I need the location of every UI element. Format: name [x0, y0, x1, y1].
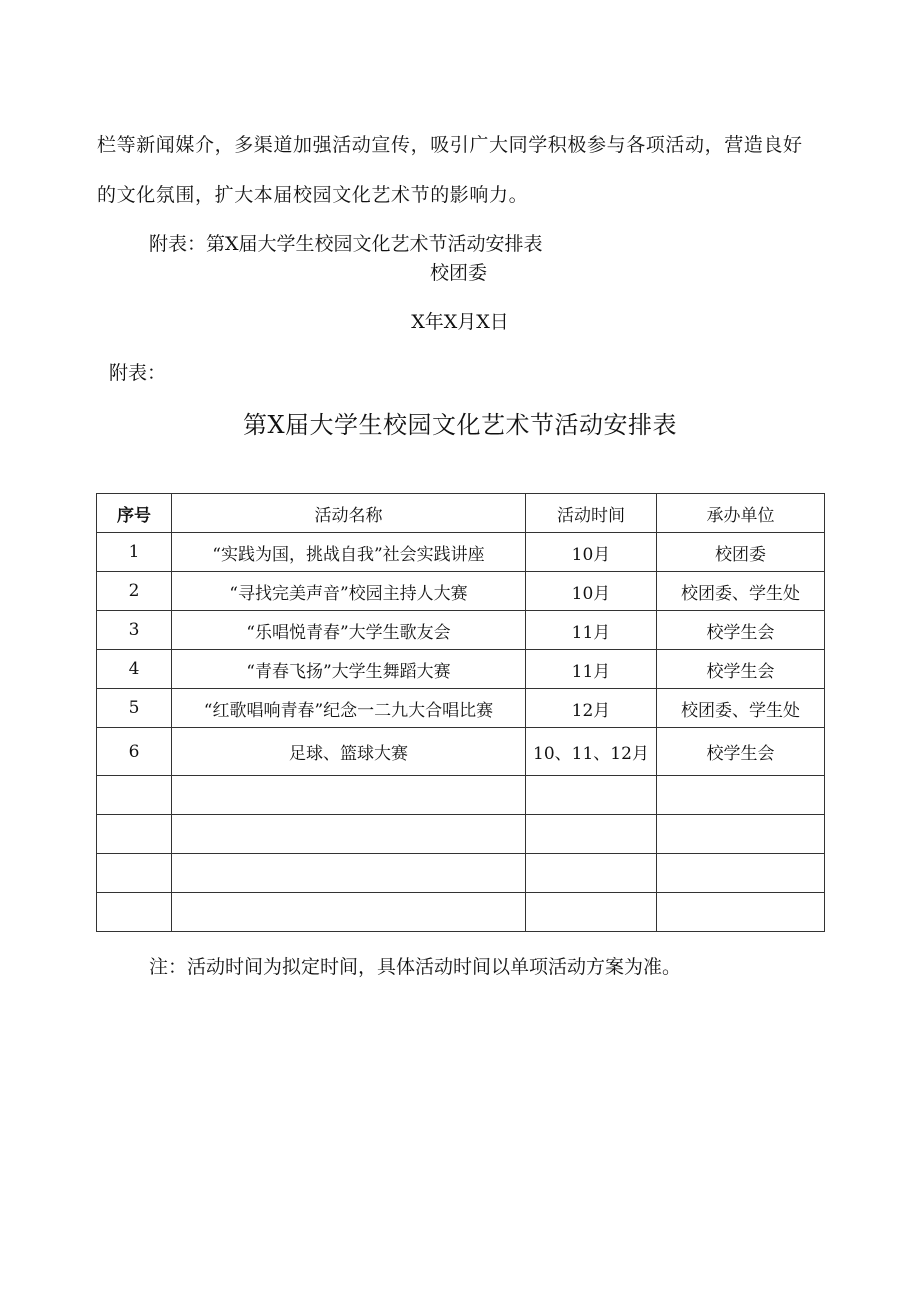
table-title: 第X届大学生校园文化艺术节活动安排表 — [242, 411, 678, 439]
cell-index: 6 — [97, 728, 172, 776]
cell-activity-name: 足球、篮球大赛 — [172, 728, 526, 776]
table-row — [97, 611, 825, 650]
table-row — [97, 650, 825, 689]
cell-index: 4 — [97, 650, 172, 689]
cell-index: 5 — [97, 689, 172, 728]
table-row-empty — [97, 815, 825, 854]
cell-activity-name: “红歌唱响青春”纪念一二九大合唱比赛 — [172, 689, 526, 728]
cell-activity-time: 10月 — [526, 572, 657, 611]
cell-activity-name — [172, 854, 526, 893]
cell-organizer — [657, 893, 825, 932]
cell-activity-time: 12月 — [526, 689, 657, 728]
table-row — [97, 533, 825, 572]
appendix-label: 附表： — [109, 362, 167, 384]
table-row — [97, 572, 825, 611]
cell-activity-name — [172, 893, 526, 932]
body-paragraph-line: 栏等新闻媒介，多渠道加强活动宣传，吸引广大同学积极参与各项活动，营造良好 — [97, 134, 803, 156]
cell-activity-time: 11月 — [526, 650, 657, 689]
activity-schedule-table — [96, 493, 825, 932]
table-row-empty — [97, 854, 825, 893]
cell-index — [97, 776, 172, 815]
cell-activity-time — [526, 893, 657, 932]
cell-activity-time: 10、11、12月 — [526, 728, 657, 776]
cell-index: 2 — [97, 572, 172, 611]
cell-activity-name: “青春飞扬”大学生舞蹈大赛 — [172, 650, 526, 689]
signature-date: X年X月X日 — [411, 311, 509, 333]
table-row-empty — [97, 776, 825, 815]
cell-organizer: 校团委 — [657, 533, 825, 572]
table-row — [97, 689, 825, 728]
cell-activity-name: “实践为国，挑战自我”社会实践讲座 — [172, 533, 526, 572]
cell-organizer: 校团委、学生处 — [657, 572, 825, 611]
cell-organizer: 校团委、学生处 — [657, 689, 825, 728]
cell-organizer — [657, 776, 825, 815]
cell-organizer — [657, 815, 825, 854]
body-paragraph-line: 的文化氛围，扩大本届校园文化艺术节的影响力。 — [97, 184, 529, 206]
cell-activity-time: 10月 — [526, 533, 657, 572]
table-row — [97, 728, 825, 776]
signature-organization: 校团委 — [430, 262, 488, 284]
table-row-empty — [97, 893, 825, 932]
table-footnote: 注：活动时间为拟定时间，具体活动时间以单项活动方案为准。 — [149, 956, 682, 978]
cell-index — [97, 815, 172, 854]
header-organizer: 承办单位 — [657, 494, 825, 533]
cell-activity-name — [172, 815, 526, 854]
cell-activity-name: “寻找完美声音”校园主持人大赛 — [172, 572, 526, 611]
cell-index — [97, 893, 172, 932]
cell-activity-time: 11月 — [526, 611, 657, 650]
cell-activity-time — [526, 854, 657, 893]
cell-activity-name: “乐唱悦青春”大学生歌友会 — [172, 611, 526, 650]
cell-activity-time — [526, 776, 657, 815]
table-header-row — [97, 494, 825, 533]
cell-organizer: 校学生会 — [657, 650, 825, 689]
cell-index: 1 — [97, 533, 172, 572]
cell-organizer: 校学生会 — [657, 611, 825, 650]
header-activity-name: 活动名称 — [172, 494, 526, 533]
cell-index — [97, 854, 172, 893]
cell-activity-time — [526, 815, 657, 854]
appendix-reference: 附表：第X届大学生校园文化艺术节活动安排表 — [149, 233, 543, 255]
header-activity-time: 活动时间 — [526, 494, 657, 533]
cell-index: 3 — [97, 611, 172, 650]
header-index: 序号 — [97, 494, 172, 533]
cell-organizer — [657, 854, 825, 893]
cell-organizer: 校学生会 — [657, 728, 825, 776]
cell-activity-name — [172, 776, 526, 815]
